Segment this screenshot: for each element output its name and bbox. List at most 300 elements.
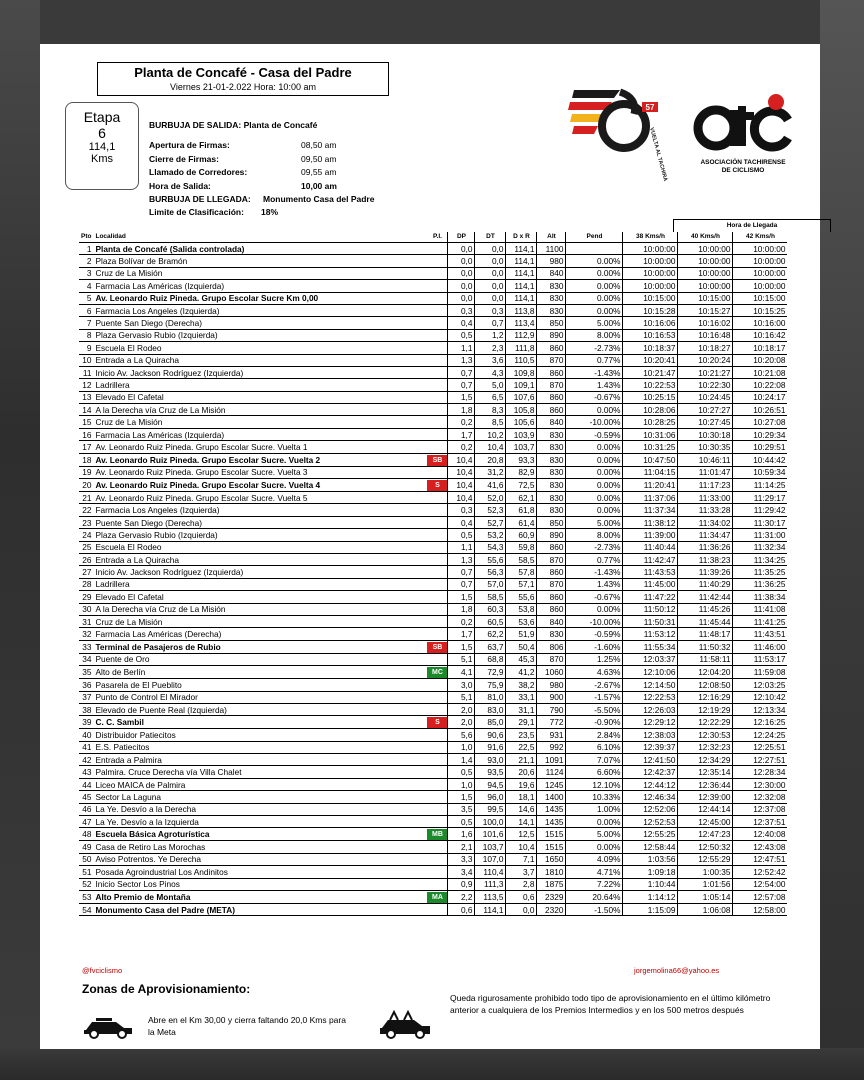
table-cell: 11:59:08 xyxy=(733,666,788,679)
table-cell: 53,6 xyxy=(506,615,537,627)
table-cell: 0.77% xyxy=(566,553,623,565)
table-cell: 830 xyxy=(537,441,566,453)
table-cell: Av. Leonardo Ruiz Pineda. Grupo Escolar Sucre. Vuelta 3 xyxy=(93,466,427,478)
table-row xyxy=(79,342,787,354)
premio-cell xyxy=(427,878,448,890)
table-cell: Aviso Potrentos. Ye Derecha xyxy=(93,853,427,865)
table-cell: 11:33:00 xyxy=(678,492,733,504)
table-cell: 113,5 xyxy=(475,890,506,903)
table-cell: 11:31:00 xyxy=(733,529,788,541)
table-cell: 830 xyxy=(537,280,566,292)
table-cell: 860 xyxy=(537,404,566,416)
table-cell: 0,2 xyxy=(448,441,475,453)
table-cell: 11:38:34 xyxy=(733,591,788,603)
table-row xyxy=(79,466,787,478)
table-header-row xyxy=(79,232,787,243)
table-cell: Monumento Casa del Padre (META) xyxy=(93,903,427,915)
table-row xyxy=(79,791,787,803)
table-cell: 0,5 xyxy=(448,766,475,778)
table-cell: 72,9 xyxy=(475,666,506,679)
table-cell: Puente San Diego (Derecha) xyxy=(93,317,427,329)
table-row xyxy=(79,317,787,329)
table-cell: 1,5 xyxy=(448,791,475,803)
table-cell: 10:00:00 xyxy=(678,243,733,255)
table-cell: 7.22% xyxy=(566,878,623,890)
table-cell: 11:58:11 xyxy=(678,653,733,665)
background-bottom xyxy=(0,1048,864,1080)
table-cell: 57,0 xyxy=(475,578,506,590)
table-cell: -0.59% xyxy=(566,428,623,440)
table-cell: 52,7 xyxy=(475,516,506,528)
table-cell: 0.00% xyxy=(566,304,623,316)
table-row xyxy=(79,354,787,366)
table-cell: 1:00:35 xyxy=(678,866,733,878)
table-cell: 4,3 xyxy=(475,366,506,378)
table-cell: 60,3 xyxy=(475,603,506,615)
table-cell: 12:03:25 xyxy=(733,679,788,691)
table-cell: 82,9 xyxy=(506,466,537,478)
table-cell: -1.57% xyxy=(566,691,623,703)
table-cell: 3,3 xyxy=(448,853,475,865)
table-row xyxy=(79,280,787,292)
table-cell: 11:43:53 xyxy=(623,566,678,578)
table-cell: 12:42:37 xyxy=(623,766,678,778)
table-cell: 830 xyxy=(537,466,566,478)
table-row xyxy=(79,653,787,665)
table-cell: 7 xyxy=(79,317,93,329)
table-row xyxy=(79,878,787,890)
table-row xyxy=(79,366,787,378)
table-cell: 96,0 xyxy=(475,791,506,803)
table-cell: 10:26:51 xyxy=(733,404,788,416)
premio-cell xyxy=(427,453,448,466)
table-cell: 114,1 xyxy=(506,255,537,267)
table-cell: 15 xyxy=(79,416,93,428)
table-cell: 11:29:42 xyxy=(733,504,788,516)
table-cell: 0,0 xyxy=(506,903,537,915)
table-cell: 30 xyxy=(79,603,93,615)
table-row xyxy=(79,816,787,828)
table-cell: 10,4 xyxy=(448,453,475,466)
premio-badge: MB xyxy=(427,829,447,840)
table-cell: C. C. Sambil xyxy=(93,716,427,729)
table-row xyxy=(79,255,787,267)
table-cell: 68,8 xyxy=(475,653,506,665)
table-row xyxy=(79,453,787,466)
table-cell: 34 xyxy=(79,653,93,665)
table-cell: 830 xyxy=(537,428,566,440)
table-row xyxy=(79,529,787,541)
atc-sub2: DE CICLISMO xyxy=(721,167,765,174)
table-cell: 1:01:56 xyxy=(678,878,733,890)
table-cell: 12:37:08 xyxy=(733,803,788,815)
table-cell: 105,8 xyxy=(506,404,537,416)
table-cell: 4.09% xyxy=(566,853,623,865)
table-cell: Sector La Laguna xyxy=(93,791,427,803)
table-cell: 2,3 xyxy=(475,342,506,354)
table-cell: 10:27:08 xyxy=(733,416,788,428)
table-cell: 12:10:42 xyxy=(733,691,788,703)
table-cell: 100,0 xyxy=(475,816,506,828)
table-row xyxy=(79,541,787,553)
table-cell: 10:00:00 xyxy=(733,280,788,292)
table-cell: 1875 xyxy=(537,878,566,890)
table-cell: 14 xyxy=(79,404,93,416)
table-cell: 11:47:22 xyxy=(623,591,678,603)
background-right xyxy=(820,0,864,1080)
premio-badge: S xyxy=(427,480,447,491)
table-cell: 1,2 xyxy=(475,329,506,341)
table-cell: Plaza Bolívar de Bramón xyxy=(93,255,427,267)
table-cell: 0,5 xyxy=(448,816,475,828)
table-cell: 6.10% xyxy=(566,741,623,753)
table-cell: 0.00% xyxy=(566,492,623,504)
premio-badge: MC xyxy=(427,667,447,678)
info-value: Monumento Casa del Padre xyxy=(263,194,375,204)
table-cell: 1,3 xyxy=(448,354,475,366)
table-cell: 10:00:00 xyxy=(733,267,788,279)
table-cell: 1 xyxy=(79,243,93,255)
table-cell: 10:30:18 xyxy=(678,428,733,440)
table-cell: Liceo MAICA de Palmira xyxy=(93,778,427,790)
table-cell: 830 xyxy=(537,492,566,504)
table-cell: 0.00% xyxy=(566,603,623,615)
table-cell: 3,4 xyxy=(448,866,475,878)
support-car-icon xyxy=(378,1010,434,1038)
premio-cell xyxy=(427,903,448,915)
table-cell: 11:34:47 xyxy=(678,529,733,541)
table-row xyxy=(79,243,787,255)
table-cell: 10:20:41 xyxy=(623,354,678,366)
table-cell: 61,8 xyxy=(506,504,537,516)
table-cell: 21 xyxy=(79,492,93,504)
table-cell: 46 xyxy=(79,803,93,815)
table-cell: 12:14:50 xyxy=(623,679,678,691)
table-row xyxy=(79,379,787,391)
table-cell: 3,6 xyxy=(475,354,506,366)
route-table-body xyxy=(79,232,787,916)
table-cell: 60,5 xyxy=(475,615,506,627)
table-cell: 35 xyxy=(79,666,93,679)
table-cell: 20,8 xyxy=(475,453,506,466)
table-cell: 12:39:00 xyxy=(678,791,733,803)
premio-badge: SB xyxy=(427,642,447,653)
etapa-number: 6 xyxy=(98,125,106,141)
table-cell: 11:43:51 xyxy=(733,628,788,640)
table-cell: 101,6 xyxy=(475,828,506,841)
table-cell: 29 xyxy=(79,591,93,603)
table-cell: 12:25:51 xyxy=(733,741,788,753)
table-cell: 114,1 xyxy=(506,267,537,279)
vuelta-tachira-logo xyxy=(568,84,669,183)
info-value: 18% xyxy=(261,207,279,217)
table-cell: 10:00:00 xyxy=(733,255,788,267)
table-cell: 10:00:00 xyxy=(623,243,678,255)
table-cell: 23 xyxy=(79,516,93,528)
table-cell: 50,4 xyxy=(506,640,537,653)
table-cell: Elevado El Cafetal xyxy=(93,591,427,603)
column-header: Localidad xyxy=(93,232,427,243)
premio-cell xyxy=(427,841,448,853)
table-cell: 12:34:29 xyxy=(678,754,733,766)
table-cell: Cruz de La Misión xyxy=(93,267,427,279)
table-cell: 1,0 xyxy=(448,741,475,753)
table-cell: 11:34:02 xyxy=(678,516,733,528)
table-cell: 4.71% xyxy=(566,866,623,878)
table-cell: 110,5 xyxy=(506,354,537,366)
table-cell: Inicio Av. Jackson Rodríguez (Izquierda) xyxy=(93,566,427,578)
table-cell: 113,8 xyxy=(506,304,537,316)
table-cell: 0.00% xyxy=(566,466,623,478)
table-cell: 12:26:03 xyxy=(623,703,678,715)
table-cell: 0.00% xyxy=(566,441,623,453)
table-row xyxy=(79,603,787,615)
table-cell: Puente San Diego (Derecha) xyxy=(93,516,427,528)
table-cell: 12:30:00 xyxy=(733,778,788,790)
premio-cell xyxy=(427,890,448,903)
table-cell: 41,6 xyxy=(475,479,506,492)
premio-cell xyxy=(427,416,448,428)
table-cell: 83,0 xyxy=(475,703,506,715)
table-cell: 12:57:08 xyxy=(733,890,788,903)
table-cell: 53,8 xyxy=(506,603,537,615)
table-cell: 38 xyxy=(79,703,93,715)
table-cell: 26 xyxy=(79,553,93,565)
table-cell: 36 xyxy=(79,679,93,691)
table-cell: 11:45:26 xyxy=(678,603,733,615)
table-cell: 10:28:06 xyxy=(623,404,678,416)
table-cell: 63,7 xyxy=(475,640,506,653)
table-cell: 5,6 xyxy=(448,729,475,741)
table-cell: 1,8 xyxy=(448,603,475,615)
premio-cell xyxy=(427,354,448,366)
table-cell: 47 xyxy=(79,816,93,828)
table-cell: 1124 xyxy=(537,766,566,778)
table-cell: 38,2 xyxy=(506,679,537,691)
table-cell: 0.77% xyxy=(566,354,623,366)
table-cell: 12:35:14 xyxy=(678,766,733,778)
table-cell: Cruz de La Misión xyxy=(93,416,427,428)
premio-cell xyxy=(427,716,448,729)
table-cell: 0.00% xyxy=(566,267,623,279)
table-cell: 10:16:02 xyxy=(678,317,733,329)
table-cell: Farmacia Las Américas (Izquierda) xyxy=(93,280,427,292)
table-cell: Escuela El Rodeo xyxy=(93,541,427,553)
table-cell: 860 xyxy=(537,603,566,615)
table-cell: 1810 xyxy=(537,866,566,878)
table-cell: 0,5 xyxy=(448,329,475,341)
table-cell: Cruz de La Misión xyxy=(93,615,427,627)
premio-cell xyxy=(427,653,448,665)
table-cell: 14,1 xyxy=(506,816,537,828)
table-cell: E.S. Patiecitos xyxy=(93,741,427,753)
table-cell: 11:34:25 xyxy=(733,553,788,565)
table-cell: Punto de Control El Mirador xyxy=(93,691,427,703)
etapa-unit: Kms xyxy=(91,153,113,165)
table-cell: 0,0 xyxy=(448,292,475,304)
info-label: Cierre de Firmas: xyxy=(149,154,219,164)
table-cell: 8.00% xyxy=(566,329,623,341)
table-cell: Casa de Retiro Las Morochas xyxy=(93,841,427,853)
table-cell: 0,9 xyxy=(448,878,475,890)
table-cell: 11:45:44 xyxy=(678,615,733,627)
svg-text:VUELTA AL TACHIRA: VUELTA AL TACHIRA xyxy=(648,126,669,183)
table-cell: Entrada a La Quiracha xyxy=(93,354,427,366)
table-cell: 10:27:27 xyxy=(678,404,733,416)
table-cell: 10,4 xyxy=(475,441,506,453)
table-cell: 7.07% xyxy=(566,754,623,766)
table-cell: 12:58:00 xyxy=(733,903,788,915)
table-cell: -5.50% xyxy=(566,703,623,715)
table-cell: 33 xyxy=(79,640,93,653)
table-cell: 10:31:25 xyxy=(623,441,678,453)
table-cell: 11:41:08 xyxy=(733,603,788,615)
table-cell: Av. Leonardo Ruiz Pineda. Grupo Escolar Sucre. Vuelta 5 xyxy=(93,492,427,504)
table-cell: 49 xyxy=(79,841,93,853)
table-cell: 10:28:25 xyxy=(623,416,678,428)
table-cell: Plaza Gervasio Rubio (Izquierda) xyxy=(93,329,427,341)
table-cell: 1091 xyxy=(537,754,566,766)
table-cell: 0.00% xyxy=(566,404,623,416)
premio-cell xyxy=(427,703,448,715)
table-cell: 12:47:51 xyxy=(733,853,788,865)
aprovisionamiento-zone-text: Abre en el Km 30,00 y cierra faltando 20,0 Kms para la Meta xyxy=(148,1015,346,1037)
table-cell: 10:16:06 xyxy=(623,317,678,329)
column-header: D x R xyxy=(506,232,537,243)
table-cell: 0,0 xyxy=(448,280,475,292)
table-cell: 10:15:25 xyxy=(733,304,788,316)
table-cell: 0.00% xyxy=(566,841,623,853)
table-cell: 10:22:08 xyxy=(733,379,788,391)
table-row xyxy=(79,553,787,565)
table-cell: 10:00:00 xyxy=(678,255,733,267)
table-cell: 5.00% xyxy=(566,317,623,329)
table-row xyxy=(79,416,787,428)
table-cell: 22,5 xyxy=(506,741,537,753)
table-cell: 10,4 xyxy=(448,466,475,478)
table-cell: 12:38:03 xyxy=(623,729,678,741)
table-cell: 0.00% xyxy=(566,280,623,292)
table-row xyxy=(79,404,787,416)
table-cell: 53,2 xyxy=(475,529,506,541)
hora-llegada-header: Hora de Llegada xyxy=(673,219,831,232)
premio-cell xyxy=(427,280,448,292)
table-cell: 0.00% xyxy=(566,255,623,267)
table-cell: 10:00:00 xyxy=(623,255,678,267)
table-cell: 850 xyxy=(537,516,566,528)
table-cell: 0,0 xyxy=(448,255,475,267)
table-cell: 0.00% xyxy=(566,504,623,516)
table-cell: 29,1 xyxy=(506,716,537,729)
table-cell: 25 xyxy=(79,541,93,553)
table-cell: -1.50% xyxy=(566,903,623,915)
premio-cell xyxy=(427,666,448,679)
table-cell: 860 xyxy=(537,591,566,603)
table-row xyxy=(79,866,787,878)
table-cell: 0.00% xyxy=(566,292,623,304)
table-row xyxy=(79,803,787,815)
table-cell: Alto Premio de Montaña xyxy=(93,890,427,903)
table-cell: 109,8 xyxy=(506,366,537,378)
table-cell: Pasarela de El Pueblito xyxy=(93,679,427,691)
table-cell: 870 xyxy=(537,379,566,391)
premio-cell xyxy=(427,866,448,878)
table-cell: 10,4 xyxy=(506,841,537,853)
table-cell: 41 xyxy=(79,741,93,753)
stage-title: Planta de Concafé - Casa del Padre xyxy=(134,65,352,80)
table-cell: 0,4 xyxy=(448,317,475,329)
table-cell: 830 xyxy=(537,453,566,466)
table-cell: Escuela Básica Agroturística xyxy=(93,828,427,841)
table-row xyxy=(79,679,787,691)
premio-cell xyxy=(427,553,448,565)
car-icon xyxy=(82,1016,134,1038)
table-cell: Farmacia Los Angeles (Izquierda) xyxy=(93,504,427,516)
table-cell: 31 xyxy=(79,615,93,627)
table-cell: 10,4 xyxy=(448,492,475,504)
premio-cell xyxy=(427,803,448,815)
table-cell: 11:50:31 xyxy=(623,615,678,627)
table-cell: 10:00:00 xyxy=(678,280,733,292)
table-cell: 1.25% xyxy=(566,653,623,665)
premio-cell xyxy=(427,267,448,279)
table-cell: 0,0 xyxy=(475,267,506,279)
premio-cell xyxy=(427,529,448,541)
table-cell: 8.00% xyxy=(566,529,623,541)
table-cell: 19 xyxy=(79,466,93,478)
table-cell: 10:21:47 xyxy=(623,366,678,378)
table-cell: 24 xyxy=(79,529,93,541)
table-cell: 0,0 xyxy=(448,243,475,255)
table-cell: 1:10:44 xyxy=(623,878,678,890)
table-cell: 11:40:29 xyxy=(678,578,733,590)
column-header: 42 Kms/h xyxy=(733,232,788,243)
table-cell: 1.43% xyxy=(566,379,623,391)
table-cell: Elevado de Puente Real (Izquierda) xyxy=(93,703,427,715)
table-cell: 48 xyxy=(79,828,93,841)
table-cell: 830 xyxy=(537,504,566,516)
table-cell: 1.00% xyxy=(566,803,623,815)
premio-cell xyxy=(427,729,448,741)
table-cell: 11:17:23 xyxy=(678,479,733,492)
table-cell: 10:00:00 xyxy=(678,267,733,279)
table-cell xyxy=(566,243,623,255)
table-cell: 62,1 xyxy=(506,492,537,504)
atc-logo xyxy=(688,90,798,182)
premio-cell xyxy=(427,379,448,391)
table-cell: 11:30:17 xyxy=(733,516,788,528)
premio-cell xyxy=(427,404,448,416)
table-cell: 1,1 xyxy=(448,342,475,354)
table-cell: 1:14:12 xyxy=(623,890,678,903)
table-cell: 12:16:29 xyxy=(678,691,733,703)
table-cell: Av. Leonardo Ruiz Pineda. Grupo Escolar Sucre Km 0,00 xyxy=(93,292,427,304)
table-cell: 42 xyxy=(79,754,93,766)
table-row xyxy=(79,729,787,741)
table-cell: 12:19:29 xyxy=(678,703,733,715)
table-cell: 41,2 xyxy=(506,666,537,679)
table-cell: 12:04:20 xyxy=(678,666,733,679)
table-cell: 53 xyxy=(79,890,93,903)
table-cell: 103,7 xyxy=(506,441,537,453)
table-cell: 12:47:23 xyxy=(678,828,733,841)
table-cell: 11:32:34 xyxy=(733,541,788,553)
table-row xyxy=(79,428,787,440)
table-cell: 11:36:25 xyxy=(733,578,788,590)
table-cell: 9 xyxy=(79,342,93,354)
table-cell: 10:46:11 xyxy=(678,453,733,466)
table-cell: 12:08:50 xyxy=(678,679,733,691)
